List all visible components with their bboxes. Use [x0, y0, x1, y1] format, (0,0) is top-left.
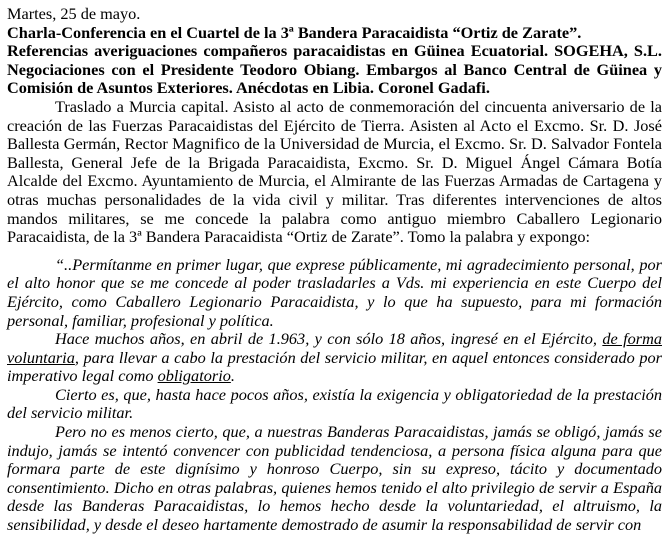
speech-paragraph-4: Pero no es menos cierto, que, a nuestras Banderas Paracaidistas, jamás se obligó, jamás se indujo, jamás se intentó convencer con publicidad tendenciosa, a persona física alguna para que formara parte de este dignísimo y honroso Cuerpo, sin su expreso, tácito y documentado consentimiento. Dicho en otras palabras, quienes hemos tenido el alto privilegio de servir a España desde las Banderas Paracaidistas, lo hemos hecho desde la voluntariedad, el altruismo, la sensibilidad, y desde el deseo hartamente demostrado de asumir la responsabilidad de servir con — [7, 422, 662, 535]
title-line: Charla-Conferencia en el Cuartel de la 3ª Bandera Paracaidista “Ortiz de Zarate”. — [7, 22, 582, 42]
speech-paragraph-1: “..Permítanme en primer lugar, que exprese públicamente, mi agradecimiento personal, por el alto honor que se me concede al poder trasladarles a Vds. mi experiencia en este Cuerpo del Ejército, como Caballero Legionario Paracaidista, y lo que ha supuesto, para mi formación personal, familiar, profesional y política. — [7, 254, 662, 330]
date-line: Martes, 25 de mayo. — [7, 4, 141, 23]
narrative-paragraph: Traslado a Murcia capital. Asisto al acto de conmemoración del cincuenta aniversario de la creación de las Fuerzas Paracaidistas del Ejército de Tierra. Asisten al Acto el Excmo. Sr. D. José Ballesta Germán, Rector Magnifico de la Universidad de Murcia, el Excmo. Sr. D. Salvador Fontela Ballesta, General Jefe de la Brigada Paracaidista, Excmo. Sr. D. Miguel Ángel Cámara Botía Alcalde del Excmo. Ayuntamiento de Murcia, el Almirante de las Fuerzas Armadas de Cartagena y otras muchas personalidades de la vida civil y militar. Tras diferentes intervenciones de altos mandos militares, se me concede la palabra como antiguo miembro Caballero Legionario Paracaidista, de la 3ª Bandera Paracaidista “Ortiz de Zarate”. Tomo la palabra y expongo: — [7, 96, 662, 247]
speech-paragraph-3: Cierto es, que, hasta hace pocos años, existía la exigencia y obligatoriedad de la prestación del servicio militar. — [7, 384, 662, 423]
summary-paragraph: Referencias averiguaciones compañeros paracaidistas en Güinea Ecuatorial. SOGEHA, S.L. Negociaciones con el Presidente Teodoro Obiang. Embargos al Banco Central de Güinea y Comisión de Asuntos Exteriores. Anécdotas en Libia. Coronel Gadafi. — [7, 41, 662, 98]
speech-paragraph-2: Hace muchos años, en abril de 1.963, y con sólo 18 años, ingresé en el Ejército, de forma voluntaria, para llevar a cabo la prestación del servicio militar, en aquel entonces considerado por imperativo legal como obligatorio. — [7, 329, 662, 386]
